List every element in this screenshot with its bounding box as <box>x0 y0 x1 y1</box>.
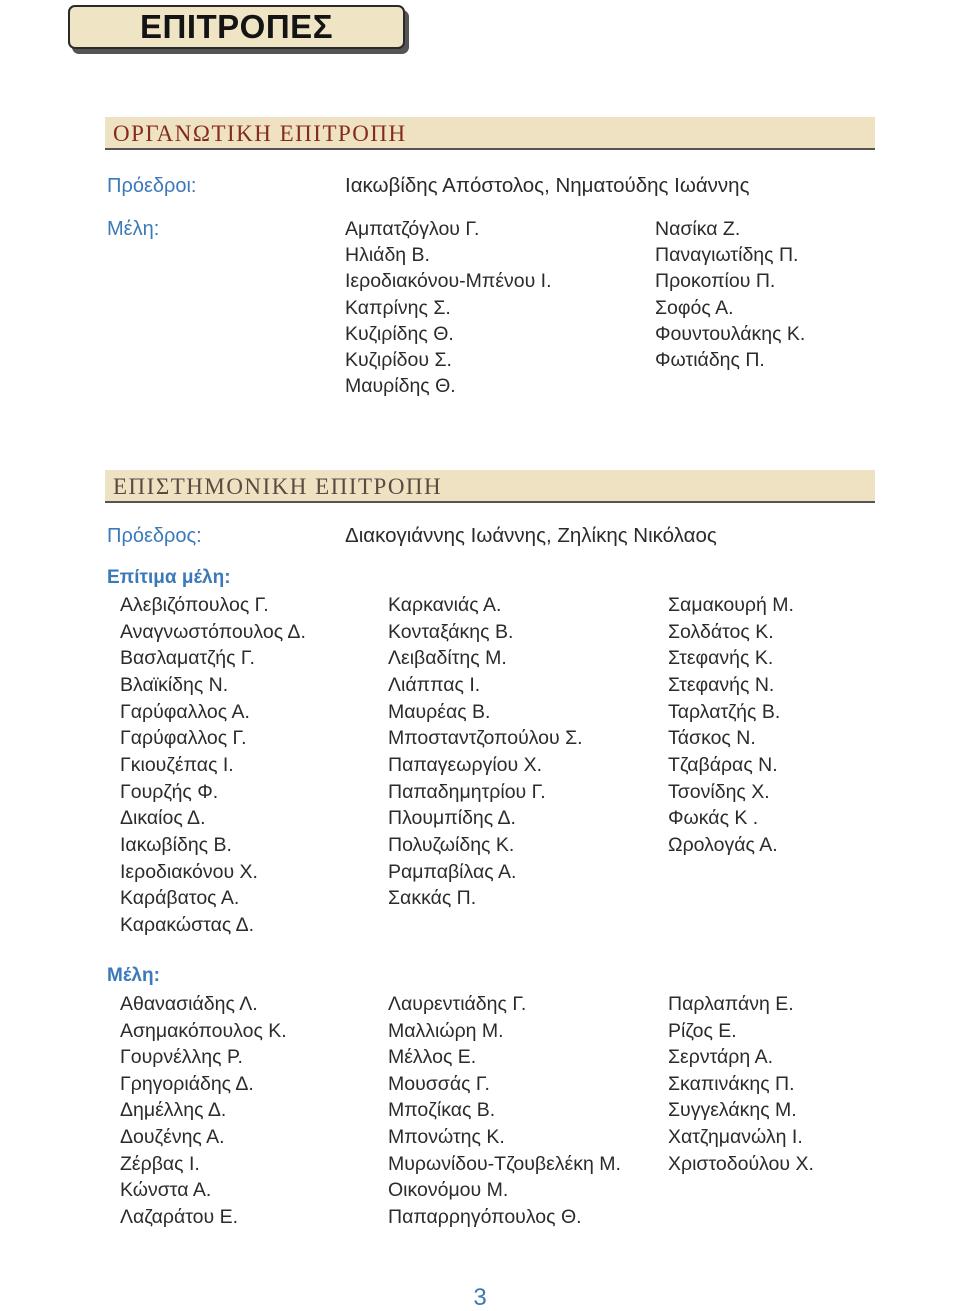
member-name: Μέλλος Ε. <box>388 1046 477 1069</box>
member-name: Κυζιρίδης Θ. <box>345 322 454 345</box>
scientific-members-column-1 <box>120 991 287 1230</box>
member-name: Τάσκος Ν. <box>668 727 756 750</box>
member-name: Γρηγοριάδης Δ. <box>120 1072 254 1095</box>
member-name: Καράβατος Α. <box>120 887 240 910</box>
member-name: Ιεροδιακόνου Χ. <box>120 860 258 883</box>
member-name: Ραμπαβίλας Α. <box>388 860 517 883</box>
member-name: Προκοπίου Π. <box>655 270 776 293</box>
member-name: Παναγιωτίδης Π. <box>655 244 799 267</box>
page-number: 3 <box>473 1284 487 1311</box>
member-name: Γαρύφαλλος Γ. <box>120 727 247 750</box>
member-name: Ασημακόπουλος Κ. <box>120 1019 287 1042</box>
members-column-2 <box>655 216 805 373</box>
member-name: Καρακώστας Δ. <box>120 914 255 937</box>
member-name: Σκαπινάκης Π. <box>668 1072 795 1095</box>
member-name: Ωρολογάς Α. <box>668 834 778 857</box>
member-name: Παπαγεωργίου Χ. <box>388 754 543 777</box>
member-name: Μαλλιώρη Μ. <box>388 1019 504 1042</box>
member-name: Καρκανιάς Α. <box>388 594 502 616</box>
member-name: Λειβαδίτης Μ. <box>388 647 507 670</box>
members-column-1 <box>345 216 552 399</box>
chairs-label: Πρόεδροι: <box>107 175 197 197</box>
member-name: Βασλαματζής Γ. <box>120 647 255 670</box>
scientific-committee-header <box>105 470 875 503</box>
member-name: Ζέρβας Ι. <box>120 1152 200 1175</box>
member-name: Ιακωβίδης Β. <box>120 834 232 857</box>
member-name: Αλεβιζόπουλος Γ. <box>120 594 269 616</box>
member-name: Δουζένης Α. <box>120 1125 225 1148</box>
member-name: Μαυρίδης Θ. <box>345 375 456 398</box>
member-name: Ταρλατζής Β. <box>668 700 781 723</box>
member-name: Μυρωνίδου-Τζουβελέκη Μ. <box>388 1152 621 1175</box>
member-name: Σαμακουρή Μ. <box>668 594 794 616</box>
member-name: Γουρζής Φ. <box>120 780 219 803</box>
member-name: Τζαβάρας Ν. <box>668 754 778 777</box>
member-name: Παπαδημητρίου Γ. <box>388 780 546 803</box>
scientific-members-column-3 <box>668 991 814 1177</box>
member-name: Ιεροδιακόνου-Μπένου Ι. <box>345 270 552 293</box>
member-name: Παπαρρηγόπουλος Θ. <box>388 1205 582 1228</box>
honorary-members-label: Επίτιμα μέλη: <box>107 567 231 588</box>
member-name: Φωκάς Κ . <box>668 807 759 830</box>
member-name: Μαυρέας Β. <box>388 700 491 723</box>
section-tab <box>68 5 405 49</box>
members-label: Μέλη: <box>107 218 160 240</box>
member-name: Παρλαπάνη Ε. <box>668 993 794 1015</box>
member-name: Συγγελάκης Μ. <box>668 1099 797 1122</box>
member-name: Δικαίος Δ. <box>120 807 206 830</box>
member-name: Αμπατζόγλου Γ. <box>345 218 480 240</box>
scientific-members-label: Μέλη: <box>107 965 160 986</box>
organizing-committee-title: ΟΡΓΑΝΩΤΙΚΗ ΕΠΙΤΡΟΠΗ <box>113 121 407 146</box>
member-name: Μποζίκας Β. <box>388 1099 496 1122</box>
chairs-names: Ιακωβίδης Απόστολος, Νηματούδης Ιωάννης <box>345 174 750 197</box>
member-name: Στεφανής Κ. <box>668 647 774 670</box>
member-name: Πλουμπίδης Δ. <box>388 807 516 830</box>
member-name: Κώνστα Α. <box>120 1179 212 1202</box>
member-name: Κονταξάκης Β. <box>388 620 514 643</box>
member-name: Αθανασιάδης Λ. <box>120 993 258 1015</box>
member-name: Καπρίνης Σ. <box>345 296 451 319</box>
member-name: Χατζημανώλη Ι. <box>668 1125 803 1148</box>
member-name: Πολυζωίδης Κ. <box>388 834 515 857</box>
member-name: Λαυρεντιάδης Γ. <box>388 993 527 1015</box>
member-name: Φουντουλάκης Κ. <box>655 322 806 345</box>
honorary-members-column-1 <box>120 592 306 939</box>
member-name: Νασίκα Ζ. <box>655 218 741 240</box>
honorary-members-column-3 <box>668 592 794 859</box>
member-name: Αναγνωστόπουλος Δ. <box>120 620 306 643</box>
chair-label: Πρόεδρος: <box>107 525 202 547</box>
member-name: Φωτιάδης Π. <box>655 349 765 372</box>
member-name: Δημέλλης Δ. <box>120 1099 227 1122</box>
member-name: Μουσσάς Γ. <box>388 1072 490 1095</box>
member-name: Ηλιάδη Β. <box>345 244 430 267</box>
member-name: Σερντάρη Α. <box>668 1046 773 1069</box>
member-name: Σολδάτος Κ. <box>668 620 774 643</box>
member-name: Γκιουζέπας Ι. <box>120 754 234 777</box>
member-name: Σακκάς Π. <box>388 887 477 910</box>
member-name: Βλαϊκίδης Ν. <box>120 674 229 697</box>
page-title: ΕΠΙΤΡΟΠΕΣ <box>140 8 333 45</box>
member-name: Γαρύφαλλος Α. <box>120 700 250 723</box>
member-name: Κυζιρίδου Σ. <box>345 349 452 372</box>
member-name: Μπονώτης Κ. <box>388 1125 505 1148</box>
member-name: Ρίζος Ε. <box>668 1019 737 1042</box>
member-name: Στεφανής Ν. <box>668 674 775 697</box>
honorary-members-column-2 <box>388 592 583 912</box>
member-name: Σοφός Α. <box>655 296 734 319</box>
member-name: Οικονόμου Μ. <box>388 1179 509 1202</box>
member-name: Τσονίδης Χ. <box>668 780 770 803</box>
chair-names: Διακογιάννης Ιωάννης, Ζηλίκης Νικόλαος <box>345 524 717 547</box>
member-name: Γουρνέλλης Ρ. <box>120 1046 243 1069</box>
organizing-committee-header <box>105 117 875 150</box>
scientific-members-column-2 <box>388 991 621 1230</box>
member-name: Λαζαράτου Ε. <box>120 1205 239 1228</box>
scientific-committee-title: ΕΠΙΣΤΗΜΟΝΙΚΗ ΕΠΙΤΡΟΠΗ <box>113 474 443 499</box>
member-name: Μποσταντζοπούλου Σ. <box>388 727 583 750</box>
member-name: Λιάππας Ι. <box>388 674 481 697</box>
member-name: Χριστοδούλου Χ. <box>668 1152 814 1175</box>
